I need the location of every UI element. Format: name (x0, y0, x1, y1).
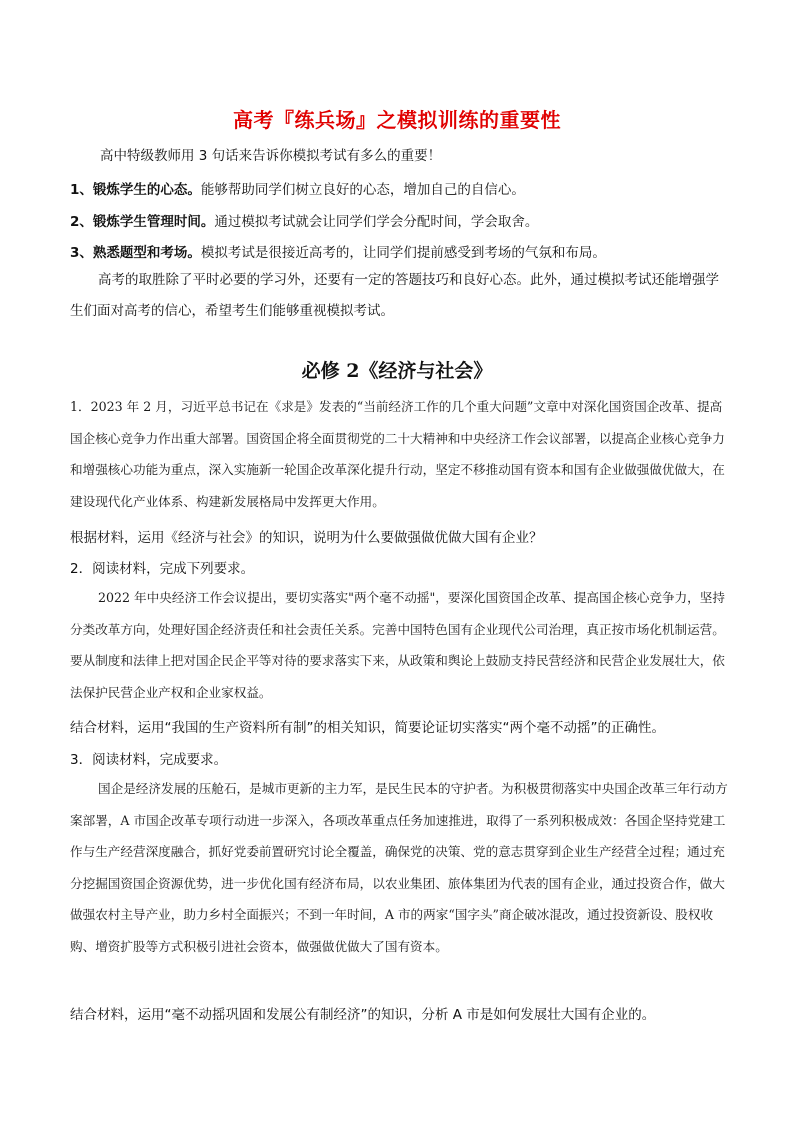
tip-1-text: 能够帮助同学们树立良好的心态，增加自己的自信心。 (200, 182, 525, 198)
tip-2-label: 2、锻炼学生管理时间。 (70, 214, 215, 230)
page-title: 高考『练兵场』之模拟训练的重要性 (233, 108, 561, 132)
tip-3-label: 3、熟悉题型和考场。 (70, 245, 201, 261)
tip-3 (70, 241, 606, 261)
tip-2 (70, 210, 538, 230)
q3-head: 3．阅读材料，完成要求。 (70, 752, 228, 768)
tip-2-text: 通过模拟考试就会让同学们学会分配时间，学会取舍。 (214, 214, 539, 230)
q1-material: 1．2023 年 2 月，习近平总书记在《求是》发表的“当前经济工作的几个重大问题”文章中对深化国资国企改革、提高国企核心竞争力作出重大部署。国资国企将全面贯彻党的二十大精神和中央经济工作会议部署，以提高企业核心竞争力和增强核心功能为重点，深入实施新一轮国企改革深化提升行动，坚定不移推动国有资本和国有企业做强做优做大，在建设现代化产业体系、构建新发展格局中发挥更大作用。 (70, 399, 725, 509)
q2-question: 结合材料，运用“我国的生产资料所有制”的相关知识，简要论证切实落实“两个毫不动摇”的正确性。 (70, 720, 665, 736)
q3-material: 国企是经济发展的压舱石，是城市更新的主力军，是民生民本的守护者。为积极贯彻落实中央国企改革三年行动方案部署，A 市国企改革专项行动进一步深入，各项改革重点任务加速推进，取得了一系列积极成效：各国企坚持党建工作与生产经营深度融合，抓好党委前置研究讨论全覆盖，确保党的决策、党的意志贯穿到企业生产经营全过程；通过充分挖掘国资国企资源优势，进一步优化国有经济布局，以农业集团、旅体集团为代表的国有企业，通过投资合作，做大做强农村主导产业，助力乡村全面振兴；不到一年时间，A 市的两家“国字头”商企破冰混改，通过投资新设、股权收购、增资扩股等方式积极引进社会资本，做强做优做大了国有资本。 (70, 781, 728, 954)
q3-question: 结合材料，运用“毫不动摇巩固和发展公有制经济”的知识，分析 A 市是如何发展壮大国有企业的。 (70, 1007, 656, 1023)
section-title: 必修 2《经济与社会》 (301, 360, 493, 382)
tip-3-text: 模拟考试是很接近高考的，让同学们提前感受到考场的气氛和布局。 (200, 245, 606, 261)
closing-paragraph: 高考的取胜除了平时必要的学习外，还要有一定的答题技巧和良好心态。此外，通过模拟考试还能增强学生们面对高考的信心，希望考生们能够重视模拟考试。 (70, 272, 719, 319)
intro-text: 高中特级教师用 3 句话来告诉你模拟考试有多么的重要！ (100, 148, 442, 164)
tip-1 (70, 178, 525, 198)
tip-1-label: 1、锻炼学生的心态。 (70, 182, 201, 198)
q2-material: 2022 年中央经济工作会议提出，要切实落实"两个毫不动摇"，要深化国资国企改革、提高国企核心竞争力，坚持分类改革方向，处理好国企经济责任和社会责任关系。完善中国特色国有企业现代公司治理，真正按市场化机制运营。要从制度和法律上把对国企民企平等对待的要求落实下来，从政策和舆论上鼓励支持民营经济和民营企业发展壮大，依法保护民营企业产权和企业家权益。 (70, 590, 725, 700)
q1-question: 根据材料，运用《经济与社会》的知识，说明为什么要做强做优做大国有企业？ (70, 530, 543, 546)
q2-head: 2．阅读材料，完成下列要求。 (70, 561, 255, 577)
